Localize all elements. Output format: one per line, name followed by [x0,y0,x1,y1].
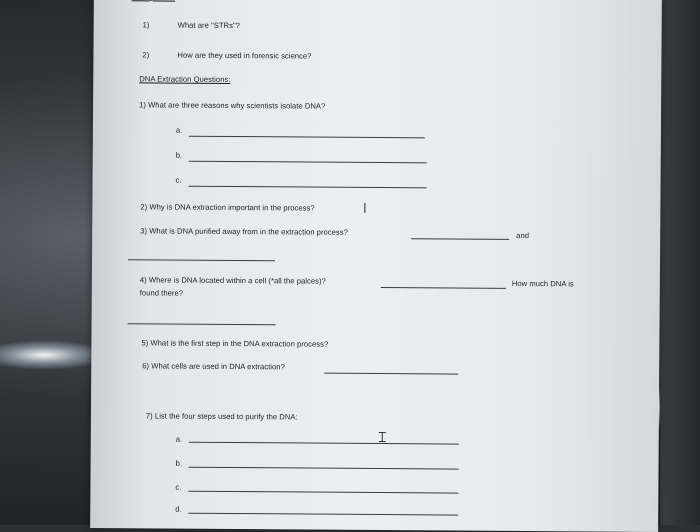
option-label: c. [175,175,182,185]
question-text: 4) Where is DNA located within a cell (*all the palces)? [139,275,326,286]
option-label: b. [175,458,183,468]
answer-line[interactable] [188,491,458,494]
option-label: c. [175,482,182,492]
answer-line[interactable] [128,323,276,325]
option-label: a. [175,125,183,135]
question-text: 6) What cells are used in DNA extraction? [142,361,285,372]
answer-line[interactable] [189,442,459,445]
question-number: 1) [142,20,150,30]
answer-line[interactable] [411,238,509,240]
answer-line[interactable] [324,373,458,375]
text-cursor [364,203,365,213]
option-label: b. [175,150,183,160]
question-text: 7) List the four steps used to purify the DNA: [145,411,298,422]
question-text: 3) What is DNA purified away from in the extraction process? [140,226,348,237]
answer-line[interactable] [189,186,427,189]
and-label: and [516,230,530,241]
option-label: d. [175,504,182,514]
followup-text: How much DNA is [511,278,574,289]
answer-line[interactable] [189,136,425,139]
answer-line[interactable] [128,259,275,261]
worksheet-page [90,0,662,532]
answer-line[interactable] [189,161,427,164]
followup-text: found there? [139,288,184,298]
question-text: How are they used in forensic science? [177,50,312,61]
question-number: 2) [142,50,150,60]
section-heading: DNA Extraction Questions: [139,74,231,84]
question-text: 5) What is the first step in the DNA extraction process? [141,338,329,349]
question-text: What are "STRs"? [177,20,241,31]
answer-line[interactable] [188,513,458,516]
answer-line[interactable] [189,467,459,470]
option-label: a. [175,434,183,444]
answer-line[interactable] [381,287,506,289]
ibeam-cursor-icon [379,432,387,442]
question-text: 1) What are three reasons why scientists isolate DNA? [139,100,326,111]
monitor-edge [660,0,700,525]
question-text: 2) Why is DNA extraction important in the process? [140,202,315,213]
background-heading [132,0,175,2]
